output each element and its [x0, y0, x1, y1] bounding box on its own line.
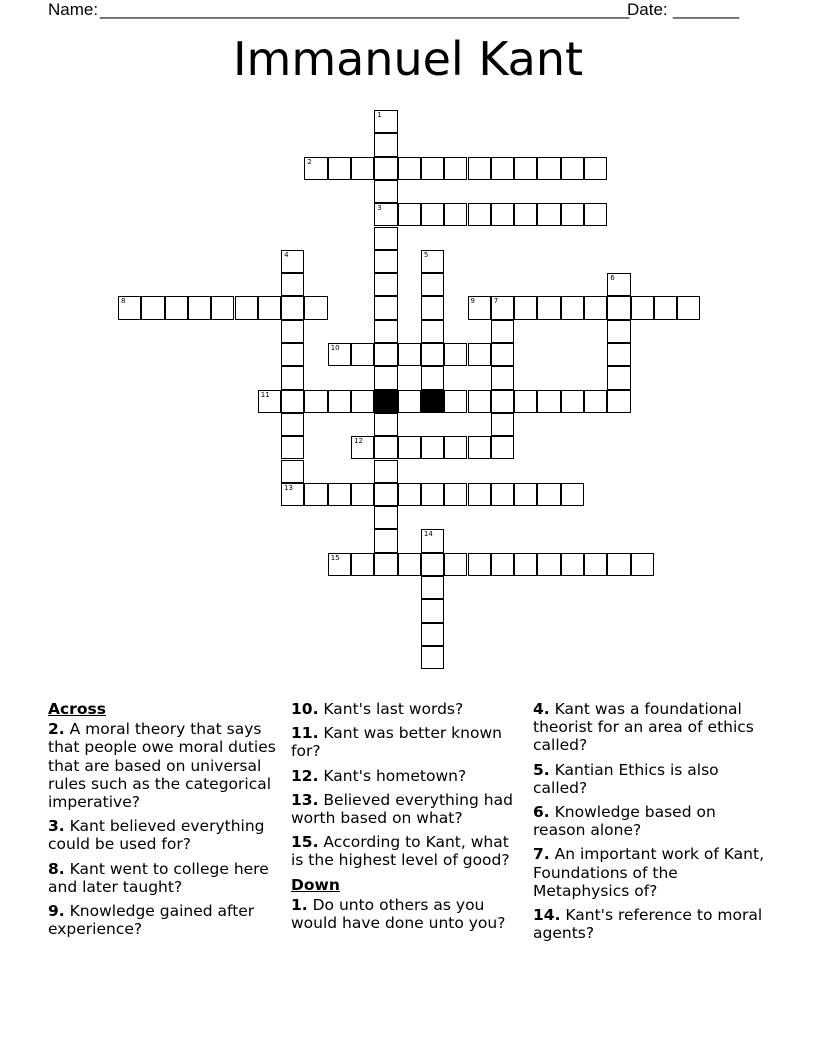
grid-cell[interactable]	[398, 553, 421, 576]
clue-item-number: 7.	[533, 845, 550, 864]
grid-cell[interactable]	[398, 390, 421, 413]
grid-cell[interactable]	[351, 483, 374, 506]
grid-cell[interactable]	[514, 390, 537, 413]
grid-cell[interactable]	[631, 296, 654, 319]
black-cell	[374, 390, 397, 413]
across-heading: Across	[48, 700, 106, 718]
across-clue-list-continued	[291, 700, 519, 870]
grid-cell[interactable]	[491, 366, 514, 389]
grid-cell[interactable]	[374, 366, 397, 389]
grid-cell[interactable]	[351, 436, 374, 459]
grid-cell[interactable]	[421, 483, 444, 506]
clue-item-number: 2.	[48, 720, 65, 739]
grid-cell[interactable]	[514, 483, 537, 506]
grid-cell[interactable]	[677, 296, 700, 319]
clue-number: 9	[470, 297, 475, 306]
grid-cell[interactable]	[281, 413, 304, 436]
grid-cell[interactable]	[328, 390, 351, 413]
grid-cell[interactable]	[607, 296, 630, 319]
grid-cell[interactable]	[421, 436, 444, 459]
grid-cell[interactable]	[514, 296, 537, 319]
clue-item-text: An important work of Kant, Foundations of the Metaphysics of?	[533, 845, 764, 900]
grid-cell[interactable]	[468, 436, 491, 459]
grid-cell[interactable]	[281, 366, 304, 389]
grid-cell[interactable]	[514, 203, 537, 226]
grid-cell[interactable]	[421, 623, 444, 646]
grid-cell[interactable]	[444, 203, 467, 226]
grid-cell[interactable]	[398, 436, 421, 459]
grid-cell[interactable]	[491, 390, 514, 413]
grid-cell[interactable]	[374, 460, 397, 483]
clue-item	[291, 791, 519, 827]
grid-cell[interactable]	[631, 553, 654, 576]
grid-cell[interactable]	[584, 203, 607, 226]
black-cell	[421, 390, 444, 413]
grid-cell[interactable]	[561, 296, 584, 319]
clue-item-number: 6.	[533, 803, 550, 822]
grid-cell[interactable]	[561, 157, 584, 180]
date-blank[interactable]: _______	[673, 0, 740, 19]
grid-cell[interactable]	[374, 343, 397, 366]
grid-cell[interactable]	[141, 296, 164, 319]
grid-cell[interactable]	[351, 343, 374, 366]
clue-number: 3	[377, 204, 382, 213]
grid-cell[interactable]	[374, 483, 397, 506]
grid-cell[interactable]	[607, 390, 630, 413]
clue-item	[291, 767, 519, 785]
grid-cell[interactable]	[584, 296, 607, 319]
grid-cell[interactable]	[654, 296, 677, 319]
grid-cell[interactable]	[491, 320, 514, 343]
clue-item	[48, 720, 278, 811]
clue-item	[48, 860, 278, 896]
grid-cell[interactable]	[468, 157, 491, 180]
grid-cell[interactable]	[421, 250, 444, 273]
name-blank[interactable]: ________________________________________________________	[100, 0, 630, 19]
grid-cell[interactable]	[444, 390, 467, 413]
grid-cell[interactable]	[491, 553, 514, 576]
grid-cell[interactable]	[351, 157, 374, 180]
grid-cell[interactable]	[281, 320, 304, 343]
grid-cell[interactable]	[584, 157, 607, 180]
grid-cell[interactable]	[374, 157, 397, 180]
clue-number: 8	[121, 297, 126, 306]
grid-cell[interactable]	[304, 296, 327, 319]
grid-cell[interactable]	[374, 436, 397, 459]
clue-item	[291, 724, 519, 760]
clue-item-number: 12.	[291, 766, 319, 785]
grid-cell[interactable]	[537, 390, 560, 413]
grid-cell[interactable]	[421, 599, 444, 622]
clue-item	[533, 700, 769, 755]
grid-cell[interactable]	[444, 343, 467, 366]
grid-cell[interactable]	[374, 529, 397, 552]
clue-number: 13	[284, 483, 294, 492]
clue-item-number: 10.	[291, 700, 319, 718]
grid-cell[interactable]	[281, 296, 304, 319]
clue-item-text: Knowledge based on reason alone?	[533, 803, 716, 840]
grid-cell[interactable]	[374, 413, 397, 436]
grid-cell[interactable]	[374, 273, 397, 296]
grid-cell[interactable]	[165, 296, 188, 319]
grid-cell[interactable]	[421, 273, 444, 296]
grid-cell[interactable]	[188, 296, 211, 319]
grid-cell[interactable]	[421, 343, 444, 366]
clue-item-number: 11.	[291, 724, 319, 743]
clue-item-text: Knowledge gained after experience?	[48, 902, 255, 939]
grid-cell[interactable]	[468, 296, 491, 319]
grid-cell[interactable]	[328, 343, 351, 366]
grid-cell[interactable]	[444, 483, 467, 506]
clue-item-text: Kant was a foundational theorist for an area of ethics called?	[533, 700, 754, 755]
grid-cell[interactable]	[304, 390, 327, 413]
clue-number: 12	[354, 437, 363, 446]
clue-column-1	[48, 700, 278, 944]
clue-item-text: Kant believed everything could be used for?	[48, 817, 265, 854]
clue-item-number: 9.	[48, 902, 65, 921]
grid-cell[interactable]	[468, 390, 491, 413]
grid-cell[interactable]	[281, 460, 304, 483]
grid-cell[interactable]	[537, 157, 560, 180]
grid-cell[interactable]	[374, 320, 397, 343]
grid-cell[interactable]	[281, 250, 304, 273]
grid-cell[interactable]	[398, 203, 421, 226]
clue-item	[291, 833, 519, 869]
grid-cell[interactable]	[537, 553, 560, 576]
clue-number: 15	[330, 553, 340, 562]
grid-cell[interactable]	[491, 436, 514, 459]
grid-cell[interactable]	[398, 483, 421, 506]
clue-item	[533, 803, 769, 839]
grid-cell[interactable]	[444, 436, 467, 459]
clue-item-text: Kant's hometown?	[318, 766, 467, 785]
grid-cell[interactable]	[374, 180, 397, 203]
grid-cell[interactable]	[444, 553, 467, 576]
clue-number: 6	[610, 274, 615, 283]
grid-cell[interactable]	[281, 390, 304, 413]
clue-item	[533, 761, 769, 797]
grid-cell[interactable]	[351, 390, 374, 413]
clue-column-3	[533, 700, 769, 948]
grid-cell[interactable]	[281, 436, 304, 459]
grid-cell[interactable]	[491, 157, 514, 180]
clue-number: 5	[423, 250, 429, 259]
grid-cell[interactable]	[421, 553, 444, 576]
grid-cell[interactable]	[398, 157, 421, 180]
clue-item-number: 8.	[48, 859, 65, 878]
clue-item-text: According to Kant, what is the highest level of good?	[291, 833, 510, 870]
grid-cell[interactable]	[468, 343, 491, 366]
grid-cell[interactable]	[211, 296, 234, 319]
grid-cell[interactable]	[351, 553, 374, 576]
grid-cell[interactable]	[561, 203, 584, 226]
clue-item-number: 14.	[533, 906, 561, 925]
grid-cell[interactable]	[118, 296, 141, 319]
clue-item-number: 13.	[291, 790, 319, 809]
grid-cell[interactable]	[491, 413, 514, 436]
clue-item-text: Kant was better known for?	[291, 724, 502, 761]
clue-item-number: 15.	[291, 833, 319, 852]
grid-cell[interactable]	[468, 553, 491, 576]
grid-cell[interactable]	[304, 157, 327, 180]
clue-number: 7	[493, 297, 499, 306]
grid-cell[interactable]	[607, 553, 630, 576]
grid-cell[interactable]	[468, 203, 491, 226]
grid-cell[interactable]	[537, 296, 560, 319]
grid-cell[interactable]	[491, 483, 514, 506]
grid-cell[interactable]	[421, 366, 444, 389]
clue-number: 1	[377, 111, 382, 119]
grid-cell[interactable]	[537, 203, 560, 226]
clue-item-text: Believed everything had worth based on what?	[291, 790, 513, 828]
grid-cell[interactable]	[607, 366, 630, 389]
clue-number: 14	[423, 530, 433, 539]
down-heading: Down	[291, 875, 340, 894]
grid-cell[interactable]	[328, 483, 351, 506]
clue-item-number: 5.	[533, 760, 550, 779]
grid-cell[interactable]	[514, 157, 537, 180]
grid-cell[interactable]	[421, 576, 444, 599]
grid-cell[interactable]	[281, 343, 304, 366]
grid-cell[interactable]	[421, 320, 444, 343]
clue-item	[533, 906, 769, 942]
grid-cell[interactable]	[561, 390, 584, 413]
clue-item	[291, 700, 519, 718]
clue-item-text: Kant went to college here and later taught?	[48, 859, 269, 896]
grid-cell[interactable]	[468, 483, 491, 506]
grid-cell[interactable]	[561, 553, 584, 576]
clue-item-number: 1.	[291, 895, 308, 914]
clue-item-number: 3.	[48, 817, 65, 836]
clue-item-text: Do unto others as you would have done unto you?	[291, 895, 506, 933]
grid-cell[interactable]	[491, 203, 514, 226]
grid-cell[interactable]	[304, 483, 327, 506]
grid-cell[interactable]	[584, 390, 607, 413]
down-clue-list	[291, 896, 519, 932]
clue-number: 10	[330, 344, 340, 352]
grid-cell[interactable]	[258, 390, 281, 413]
grid-cell[interactable]	[374, 203, 397, 226]
grid-cell[interactable]	[607, 320, 630, 343]
grid-cell[interactable]	[421, 296, 444, 319]
clue-item	[48, 902, 278, 938]
grid-cell[interactable]	[374, 227, 397, 250]
clue-item	[533, 845, 769, 900]
grid-cell[interactable]	[584, 553, 607, 576]
clue-item-text: Kant's last words?	[318, 700, 464, 718]
grid-cell[interactable]	[491, 343, 514, 366]
clue-item	[48, 817, 278, 853]
grid-cell[interactable]	[235, 296, 258, 319]
grid-cell[interactable]	[374, 110, 397, 133]
clue-number: 4	[284, 250, 289, 259]
grid-cell[interactable]	[328, 553, 351, 576]
grid-cell[interactable]	[607, 273, 630, 296]
grid-cell[interactable]	[374, 506, 397, 529]
grid-cell[interactable]	[514, 553, 537, 576]
grid-cell[interactable]	[421, 157, 444, 180]
clue-number: 2	[307, 157, 312, 166]
across-clue-list	[48, 720, 278, 938]
clue-number: 11	[260, 390, 270, 399]
grid-cell[interactable]	[258, 296, 281, 319]
grid-cell[interactable]	[281, 273, 304, 296]
clue-column-2	[291, 700, 519, 938]
date-label: Date:	[627, 0, 668, 19]
grid-cell[interactable]	[444, 157, 467, 180]
grid-cell[interactable]	[537, 483, 560, 506]
name-label: Name:	[48, 0, 99, 19]
clue-item	[291, 896, 519, 932]
grid-cell[interactable]	[421, 203, 444, 226]
grid-cell[interactable]	[374, 250, 397, 273]
grid-cell[interactable]	[374, 133, 397, 156]
grid-cell[interactable]	[328, 157, 351, 180]
grid-cell[interactable]	[561, 483, 584, 506]
clue-item-text: Kant's reference to moral agents?	[533, 906, 763, 943]
page-title: Immanuel Kant	[232, 32, 584, 86]
grid-cell[interactable]	[421, 529, 444, 552]
clue-item-text: A moral theory that says that people owe moral duties that are based on universal rules such as the categorical imperative?	[48, 720, 276, 812]
grid-cell[interactable]	[491, 296, 514, 319]
grid-cell[interactable]	[374, 553, 397, 576]
grid-cell[interactable]	[281, 483, 304, 506]
clue-item-text: Kantian Ethics is also called?	[533, 760, 719, 797]
down-clue-list-continued	[533, 700, 769, 942]
grid-cell[interactable]	[607, 343, 630, 366]
clue-item-number: 4.	[533, 700, 550, 718]
grid-cell[interactable]	[398, 343, 421, 366]
grid-cell[interactable]	[421, 646, 444, 669]
grid-cell[interactable]	[374, 296, 397, 319]
